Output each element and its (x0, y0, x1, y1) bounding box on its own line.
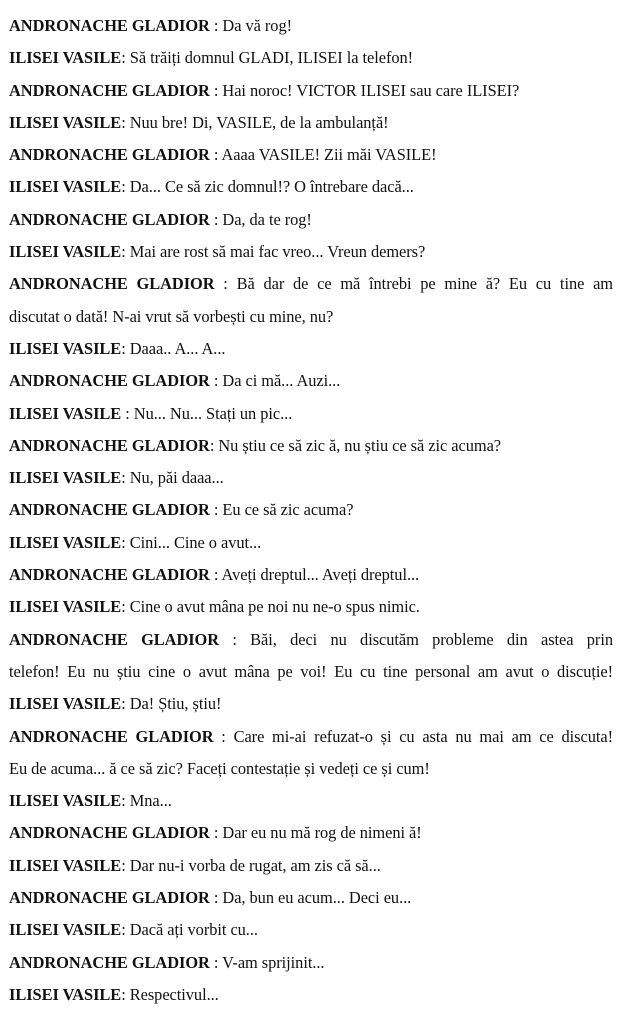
dialogue-line (9, 527, 613, 559)
dialogue-line (9, 430, 613, 462)
speaker-separator: : (209, 16, 223, 35)
utterance-text: Dar nu-i vorba de rugat, am zis că să... (129, 855, 381, 875)
utterance-text: Aveți dreptul... Aveți dreptul... (221, 565, 420, 585)
speaker-name: ILISEI VASILE (9, 597, 122, 617)
utterance-text: Aaaa VASILE! Zii măi VASILE! (221, 145, 437, 165)
speaker-name: ANDRONACHE GLADIOR (9, 500, 210, 520)
speaker-separator: : (121, 177, 130, 197)
speaker-name: ANDRONACHE GLADIOR (9, 145, 210, 165)
dialogue-continuation-line (9, 753, 613, 785)
utterance-text: Da... Ce să zic domnul!? O întrebare dacă... (129, 177, 414, 197)
dialogue-line (9, 10, 613, 42)
dialogue-line (9, 850, 613, 882)
dialogue-line (9, 979, 613, 1011)
utterance-text: Nu... Nu... Stați un pic... (133, 403, 293, 423)
speaker-name: ILISEI VASILE (9, 242, 122, 262)
speaker-name: ILISEI VASILE (9, 338, 122, 358)
speaker-separator: : (121, 694, 130, 714)
utterance-text: Da! Știu, știu! (129, 694, 222, 714)
speaker-name: ILISEI VASILE (9, 984, 122, 1004)
utterance-text: Care mi-ai refuzat-o și cu asta nu mai am ce discuta! (233, 726, 613, 746)
speaker-separator: : (121, 920, 130, 940)
speaker-separator: : (219, 629, 251, 649)
speaker-separator: : (209, 952, 223, 972)
speaker-separator: : (121, 855, 130, 875)
speaker-name: ILISEI VASILE (9, 403, 122, 423)
dialogue-line (9, 365, 613, 397)
dialogue-line (9, 139, 613, 171)
speaker-name: ILISEI VASILE (9, 920, 122, 940)
speaker-separator: : (121, 338, 130, 358)
utterance-text: Dar eu nu mă rog de nimeni ă! (222, 823, 422, 843)
utterance-text: Eu ce să zic acuma? (222, 500, 354, 520)
speaker-name: ANDRONACHE GLADIOR (9, 726, 214, 746)
speaker-name: ANDRONACHE GLADIOR (9, 435, 210, 455)
speaker-name: ANDRONACHE GLADIOR (9, 16, 210, 35)
speaker-name: ILISEI VASILE (9, 532, 122, 552)
dialogue-line (9, 42, 613, 74)
speaker-separator: : (121, 112, 130, 132)
speaker-separator: : (209, 145, 222, 165)
speaker-name: ANDRONACHE GLADIOR (9, 823, 210, 843)
utterance-text: Eu de acuma... ă ce să zic? Faceți contestație și vedeți ce și cum! (9, 758, 430, 778)
utterance-text: Nuu bre! Di, VASILE, de la ambulanță! (129, 112, 389, 132)
utterance-text: Da ci mă... Auzi... (222, 371, 341, 391)
speaker-name: ANDRONACHE GLADIOR (9, 629, 220, 649)
speaker-separator: : (209, 435, 219, 455)
dialogue-continuation-line (9, 656, 613, 688)
utterance-text: Hai noroc! VICTOR ILISEI sau care ILISEI? (222, 80, 520, 100)
dialogue-line (9, 591, 613, 623)
dialogue-line (9, 494, 613, 526)
speaker-separator: : (213, 726, 234, 746)
speaker-name: ANDRONACHE GLADIOR (9, 952, 210, 972)
speaker-name: ANDRONACHE GLADIOR (9, 209, 210, 229)
utterance-text: Mai are rost să mai fac vreo... Vreun demers? (129, 242, 426, 262)
dialogue-line (9, 398, 613, 430)
speaker-name: ANDRONACHE GLADIOR (9, 888, 210, 908)
utterance-text: Da vă rog! (222, 16, 293, 35)
utterance-text: Dacă ați vorbit cu... (129, 920, 258, 940)
utterance-text: Băi, deci nu discutăm probleme din astea prin (250, 629, 613, 649)
speaker-name: ANDRONACHE GLADIOR (9, 274, 215, 294)
utterance-text: telefon! Eu nu știu cine o avut mâna pe voi! Eu cu tine personal am avut o discuție! (9, 661, 613, 681)
dialogue-line (9, 268, 613, 300)
dialogue-line (9, 204, 613, 236)
speaker-name: ANDRONACHE GLADIOR (9, 80, 210, 100)
speaker-separator: : (121, 597, 130, 617)
dialogue-line (9, 785, 613, 817)
speaker-name: ILISEI VASILE (9, 791, 122, 811)
dialogue-line (9, 236, 613, 268)
speaker-separator: : (209, 209, 223, 229)
speaker-separator: : (209, 80, 223, 100)
speaker-name: ILISEI VASILE (9, 177, 122, 197)
speaker-separator: : (121, 48, 130, 68)
dialogue-line (9, 107, 613, 139)
dialogue-line (9, 882, 613, 914)
utterance-text: discutat o dată! N-ai vrut să vorbești cu mine, nu? (9, 306, 334, 326)
utterance-text: Da, da te rog! (222, 209, 312, 229)
dialogue-continuation-line (9, 301, 613, 333)
dialogue-line (9, 914, 613, 946)
dialogue-line (9, 171, 613, 203)
dialogue-line (9, 462, 613, 494)
utterance-text: Cini... Cine o avut... (129, 532, 262, 552)
speaker-separator: : (209, 371, 223, 391)
utterance-text: Respectivul... (129, 984, 219, 1004)
dialogue-line (9, 817, 613, 849)
speaker-name: ILISEI VASILE (9, 694, 122, 714)
speaker-name: ANDRONACHE GLADIOR (9, 371, 210, 391)
speaker-separator: : (121, 468, 130, 488)
speaker-separator: : (121, 403, 134, 423)
utterance-text: Mna... (129, 791, 172, 811)
dialogue-line (9, 721, 613, 753)
speaker-separator: : (209, 823, 223, 843)
speaker-separator: : (214, 274, 237, 294)
dialogue-line (9, 947, 613, 979)
utterance-text: Nu știu ce să zic ă, nu știu ce să zic acuma? (218, 435, 502, 455)
utterance-text: Să trăiți domnul GLADI, ILISEI la telefon! (129, 48, 414, 68)
speaker-separator: : (121, 532, 130, 552)
speaker-name: ILISEI VASILE (9, 48, 122, 68)
speaker-separator: : (209, 888, 223, 908)
speaker-separator: : (209, 500, 223, 520)
speaker-separator: : (121, 984, 130, 1004)
speaker-name: ILISEI VASILE (9, 468, 122, 488)
dialogue-line (9, 559, 613, 591)
utterance-text: Nu, păi daaa... (129, 468, 224, 488)
dialogue-line (9, 75, 613, 107)
utterance-text: V-am sprijinit... (222, 952, 325, 972)
speaker-separator: : (209, 565, 222, 585)
utterance-text: Bă dar de ce mă întrebi pe mine ă? Eu cu tine am (236, 274, 613, 294)
speaker-name: ILISEI VASILE (9, 112, 122, 132)
dialogue-line (9, 624, 613, 656)
speaker-separator: : (121, 791, 130, 811)
utterance-text: Da, bun eu acum... Deci eu... (222, 888, 412, 908)
utterance-text: Daaa.. A... A... (129, 338, 226, 358)
dialogue-line (9, 333, 613, 365)
speaker-name: ANDRONACHE GLADIOR (9, 565, 210, 585)
speaker-name: ILISEI VASILE (9, 855, 122, 875)
dialogue-line (9, 688, 613, 720)
utterance-text: Cine o avut mâna pe noi nu ne-o spus nimic. (129, 597, 420, 617)
speaker-separator: : (121, 242, 130, 262)
